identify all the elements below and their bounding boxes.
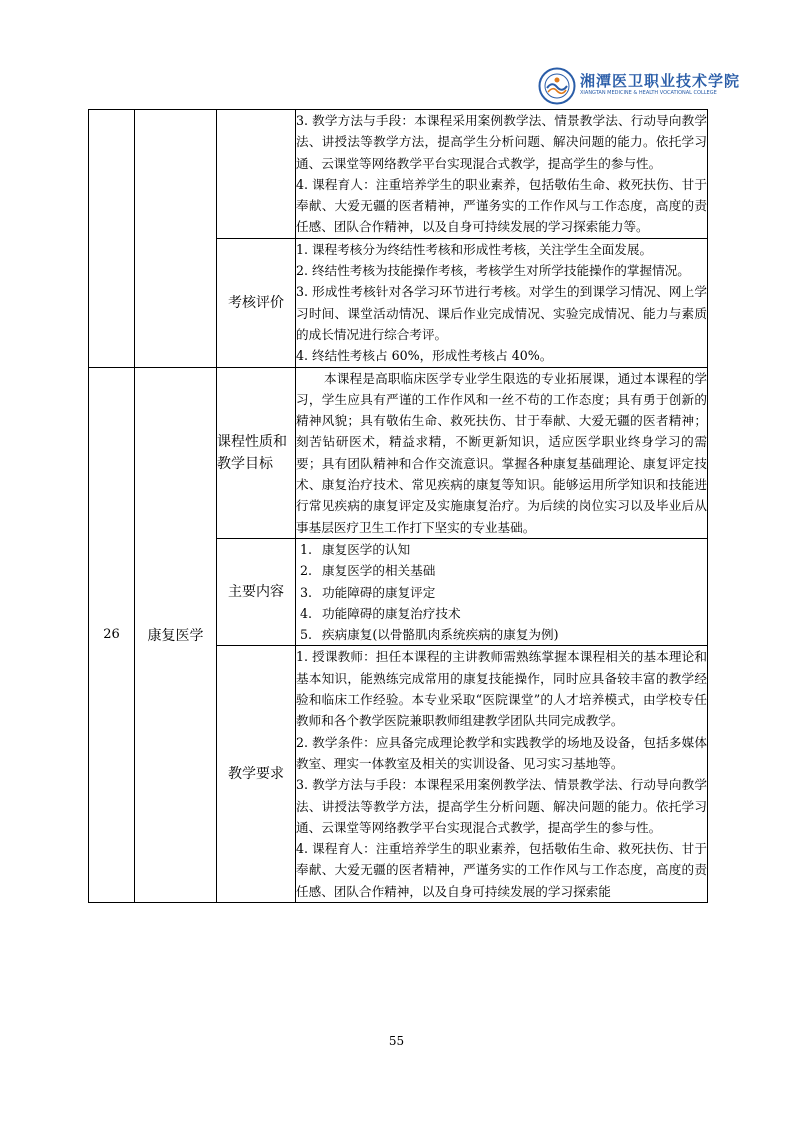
table-row [89, 110, 708, 239]
requirements-label: 教学要求 [217, 646, 296, 903]
paragraph: 4. 课程育人：注重培养学生的职业素养，包括敬佑生命、救死扶伤、甘于奉献、大爱无疆的医者精神，严谨务实的工作作风与工作态度，高度的责任感、团队合作精神，以及自身可持续发展的学习探索能 [296, 841, 707, 899]
table-row [89, 367, 708, 538]
nature-content [296, 367, 708, 538]
page-number: 55 [388, 1034, 405, 1048]
empty-label-cell [217, 110, 296, 239]
nature-label: 课程性质和教学目标 [217, 367, 296, 538]
paragraph: 1. 授课教师：担任本课程的主讲教师需熟练掌握本课程相关的基本理论和基本知识，能熟练完成常用的康复技能操作，同时应具备较丰富的教学经验和临床工作经验。本专业采取“医院课堂”的人才培养模式，由学校专任教师和各个教学医院兼职教师组建教学团队共同完成教学。 [296, 649, 707, 729]
list-item: 3. 功能障碍的康复评定 [300, 584, 436, 600]
paragraph: 本课程是高职临床医学专业学生限选的专业拓展课，通过本课程的学习，学生应具有严谨的工作作风和一丝不苟的工作态度；具有勇于创新的精神风貌；具有敬佑生命、救死扶伤、甘于奉献、大爱无疆的医者精神；刻苦钻研医术，精益求精，不断更新知识，适应医学职业终身学习的需要；具有团队精神和合作交流意识。掌握各种康复基础理论、康复评定技术、康复治疗技术、常见疾病的康复等知识。能够运用所学知识和技能进行常见疾病的康复评定及实施康复治疗。为后续的岗位实习以及毕业后从事基层医疗卫生工作打下坚实的专业基础。 [296, 370, 707, 535]
paragraph: 4. 课程育人：注重培养学生的职业素养，包括敬佑生命、救死扶伤、甘于奉献、大爱无疆的医者精神，严谨务实的工作作风与工作态度，高度的责任感、团队合作精神，以及自身可持续发展的学习探索能力等。 [296, 176, 707, 235]
course-name: 康复医学 [135, 367, 217, 902]
list-item: 2. 康复医学的相关基础 [300, 563, 436, 579]
empty-name-cell [135, 110, 217, 368]
curriculum-table [88, 109, 708, 903]
school-logo [538, 66, 748, 106]
content-label: 主要内容 [217, 538, 296, 645]
paragraph: 4. 终结性考核占 60%，形成性考核占 40%。 [296, 348, 553, 364]
assessment-content [296, 238, 708, 367]
requirements-content [296, 646, 708, 903]
paragraph: 1. 课程考核分为终结性考核和形成性考核，关注学生全面发展。 [296, 241, 653, 257]
paragraph: 3. 形成性考核针对各学习环节进行考核。对学生的到课学习情况、网上学习时间、课堂活动情况、课后作业完成情况、实验完成情况、能力与素质的成长情况进行综合考评。 [296, 284, 707, 342]
list-item: 1. 康复医学的认知 [300, 541, 411, 557]
assessment-label: 考核评价 [217, 238, 296, 367]
paragraph: 3. 教学方法与手段：本课程采用案例教学法、情景教学法、行动导向教学法、讲授法等教学方法，提高学生分析问题、解决问题的能力。依托学习通、云课堂等网络教学平台实现混合式教学，提高学生的参与性。 [296, 113, 707, 171]
school-emblem-icon [538, 67, 576, 105]
school-name-en: XIANGTAN MEDICINE & HEALTH VOCATIONAL COLLEGE [580, 90, 717, 96]
content-list [296, 538, 708, 645]
course-number: 26 [89, 367, 135, 902]
list-item: 4. 功能障碍的康复治疗技术 [300, 605, 461, 621]
list-item: 5. 疾病康复(以骨骼肌肉系统疾病的康复为例) [300, 627, 559, 643]
empty-number-cell [89, 110, 135, 368]
paragraph: 2. 教学条件：应具备完成理论教学和实践教学的场地及设备，包括多媒体教室、理实一体教室及相关的实训设备、见习实习基地等。 [296, 734, 707, 771]
teaching-requirements-continued [296, 110, 708, 239]
paragraph: 3. 教学方法与手段：本课程采用案例教学法、情景教学法、行动导向教学法、讲授法等教学方法，提高学生分析问题、解决问题的能力。依托学习通、云课堂等网络教学平台实现混合式教学，提高学生的参与性。 [296, 777, 707, 835]
paragraph: 2. 终结性考核为技能操作考核，考核学生对所学技能操作的掌握情况。 [296, 263, 690, 279]
school-name: 湘潭医卫职业技术学院 [580, 72, 741, 90]
